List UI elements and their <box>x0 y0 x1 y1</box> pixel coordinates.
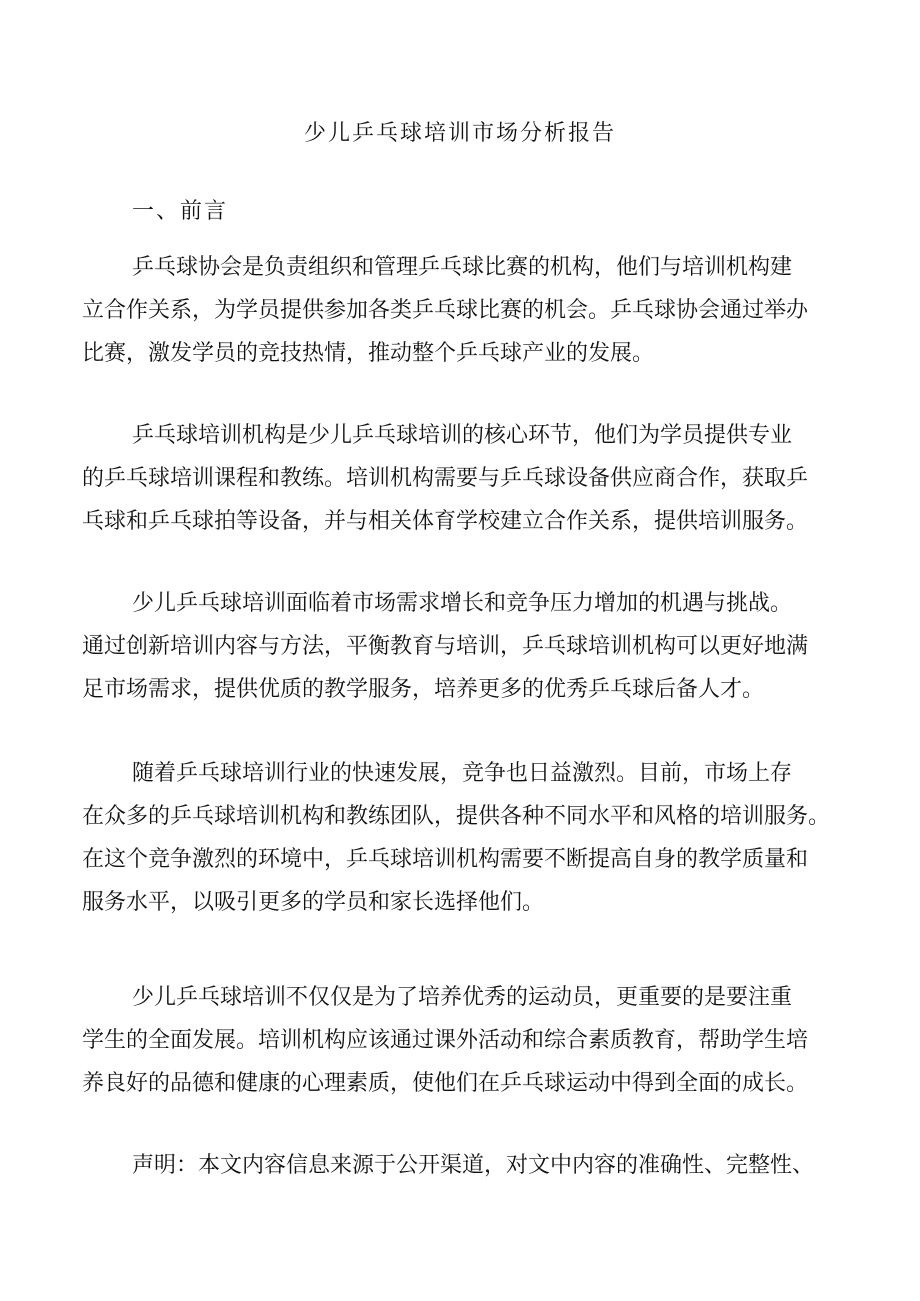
paragraph-training-institutions <box>82 414 852 543</box>
paragraph-competition <box>82 752 852 924</box>
paragraph-line: 足市场需求，提供优质的教学服务，培养更多的优秀乒乓球后备人才。 <box>82 677 765 702</box>
paragraph-line: 比赛，激发学员的竞技热情，推动整个乒乓球产业的发展。 <box>82 341 655 366</box>
paragraph-disclaimer <box>82 1144 852 1187</box>
paragraph-line: 乒乓球协会是负责组织和管理乒乓球比赛的机构，他们与培训机构建 <box>132 255 793 280</box>
paragraph-holistic-development <box>82 976 852 1105</box>
document-title: 少儿乒乓球培训市场分析报告 <box>303 121 616 146</box>
paragraph-line: 声明：本文内容信息来源于公开渠道，对文中内容的准确性、完整性、 <box>132 1153 815 1178</box>
paragraph-line: 学生的全面发展。培训机构应该通过课外活动和综合素质教育，帮助学生培 <box>82 1028 809 1053</box>
paragraph-line: 在众多的乒乓球培训机构和教练团队，提供各种不同水平和风格的培训服务。 <box>82 804 831 829</box>
paragraph-line: 养良好的品德和健康的心理素质，使他们在乒乓球运动中得到全面的成长。 <box>82 1071 809 1096</box>
paragraph-line: 少儿乒乓球培训不仅仅是为了培养优秀的运动员，更重要的是要注重 <box>132 985 793 1010</box>
paragraph-line: 的乒乓球培训课程和教练。培训机构需要与乒乓球设备供应商合作，获取乒 <box>82 466 809 491</box>
paragraph-line: 立合作关系，为学员提供参加各类乒乓球比赛的机会。乒乓球协会通过举办 <box>82 298 809 323</box>
section-heading-preface: 一、前言 <box>132 199 229 224</box>
paragraph-line: 通过创新培训内容与方法，平衡教育与培训，乒乓球培训机构可以更好地满 <box>82 634 809 659</box>
paragraph-association <box>82 246 852 375</box>
paragraph-line: 服务水平，以吸引更多的学员和家长选择他们。 <box>82 890 545 915</box>
paragraph-line: 乓球和乒乓球拍等设备，并与相关体育学校建立合作关系，提供培训服务。 <box>82 509 809 534</box>
paragraph-line: 在这个竞争激烈的环境中，乒乓球培训机构需要不断提高自身的教学质量和 <box>82 847 809 872</box>
paragraph-opportunities-challenges <box>82 582 852 711</box>
paragraph-line: 少儿乒乓球培训面临着市场需求增长和竞争压力增加的机遇与挑战。 <box>132 591 793 616</box>
paragraph-line: 乒乓球培训机构是少儿乒乓球培训的核心环节，他们为学员提供专业 <box>132 423 793 448</box>
paragraph-line: 随着乒乓球培训行业的快速发展，竞争也日益激烈。目前，市场上存 <box>132 761 793 786</box>
